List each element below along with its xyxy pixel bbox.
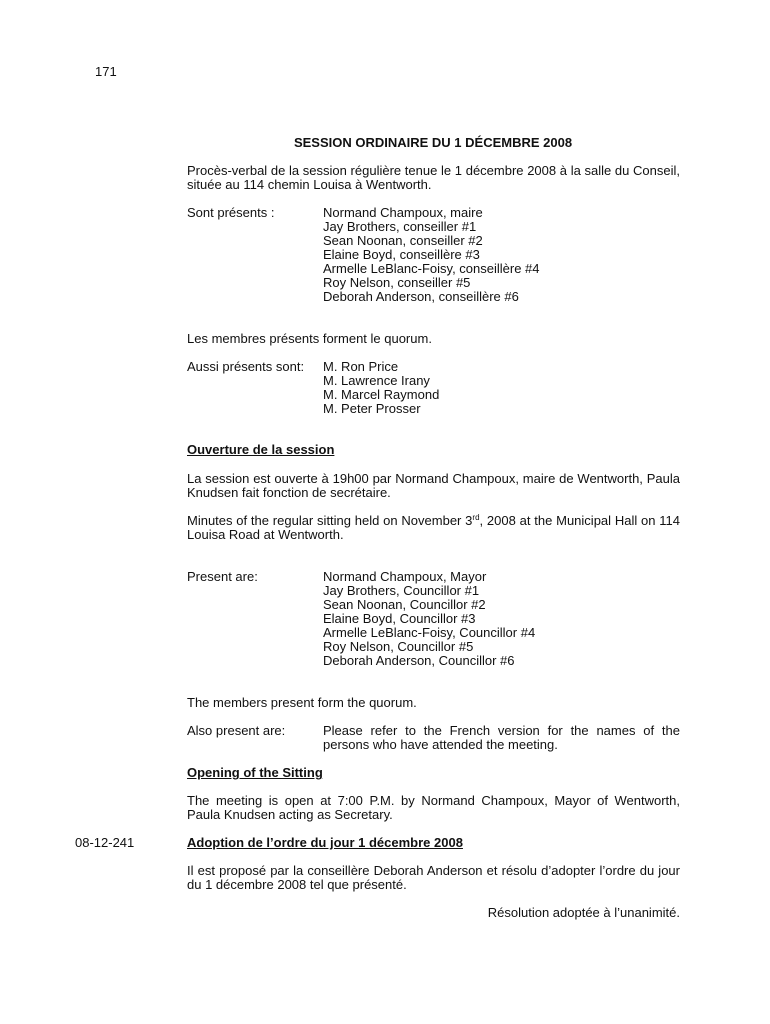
fr-present-label: Sont présents : (187, 205, 275, 220)
list-item: Elaine Boyd, conseillère #3 (323, 247, 480, 262)
fr-also-label: Aussi présents sont: (187, 359, 305, 374)
list-item: Deborah Anderson, Councillor #6 (323, 653, 515, 668)
list-item: Elaine Boyd, Councillor #3 (323, 611, 476, 626)
list-item: M. Lawrence Irany (323, 373, 430, 388)
list-item: Sean Noonan, conseiller #2 (323, 233, 483, 248)
list-item: Normand Champoux, maire (323, 205, 483, 220)
document-title: SESSION ORDINAIRE DU 1 DÉCEMBRE 2008 (293, 135, 573, 150)
fr-opening-heading: Ouverture de la session (187, 442, 335, 457)
en-opening-text: The meeting is open at 7:00 P.M. by Normand Champoux, Mayor of Wentworth, Paula Knudsen acting as Secretary. (187, 793, 680, 822)
fr-opening-text: La session est ouverte à 19h00 par Normand Champoux, maire de Wentworth, Paula Knudsen fait fonction de secrétaire. (187, 471, 680, 500)
en-intro-text-end: , 2008 at the Municipal Hall on 114 Louisa Road at Wentworth. (187, 513, 680, 542)
list-item: Jay Brothers, conseiller #1 (323, 219, 477, 234)
en-intro-sup: rd (472, 513, 480, 522)
resolution-result: Résolution adoptée à l’unanimité. (487, 905, 680, 920)
en-opening-heading: Opening of the Sitting (187, 765, 323, 780)
list-item: Sean Noonan, Councillor #2 (323, 597, 486, 612)
list-item: Armelle LeBlanc-Foisy, Councillor #4 (323, 625, 536, 640)
en-intro-text: Minutes of the regular sitting held on November 3 (187, 513, 473, 528)
list-item: Jay Brothers, Councillor #1 (323, 583, 480, 598)
list-item: Normand Champoux, Mayor (323, 569, 487, 584)
en-intro (187, 514, 680, 542)
en-also-text: Please refer to the French version for the names of the persons who have attended the meeting. (323, 723, 680, 752)
en-present-label: Present are: (187, 569, 258, 584)
resolution-number: 08-12-241 (75, 835, 135, 850)
list-item: M. Peter Prosser (323, 401, 421, 416)
en-present-list (323, 570, 535, 668)
resolution-heading: Adoption de l’ordre du jour 1 décembre 2008 (187, 835, 463, 850)
list-item: Roy Nelson, Councillor #5 (323, 639, 474, 654)
page-number: 171 (95, 64, 117, 79)
fr-intro: Procès-verbal de la session régulière tenue le 1 décembre 2008 à la salle du Conseil, située au 114 chemin Louisa à Wentworth. (187, 163, 680, 192)
fr-quorum: Les membres présents forment le quorum. (187, 331, 432, 346)
en-also-label: Also present are: (187, 723, 286, 738)
list-item: Roy Nelson, conseiller #5 (323, 275, 471, 290)
list-item: M. Ron Price (323, 359, 399, 374)
fr-present-list (323, 206, 540, 304)
list-item: Armelle LeBlanc-Foisy, conseillère #4 (323, 261, 540, 276)
resolution-text: Il est proposé par la conseillère Deborah Anderson et résolu d’adopter l’ordre du jour du 1 décembre 2008 tel que présenté. (187, 863, 680, 892)
fr-also-list (323, 360, 439, 416)
en-quorum: The members present form the quorum. (187, 695, 417, 710)
list-item: M. Marcel Raymond (323, 387, 440, 402)
list-item: Deborah Anderson, conseillère #6 (323, 289, 519, 304)
